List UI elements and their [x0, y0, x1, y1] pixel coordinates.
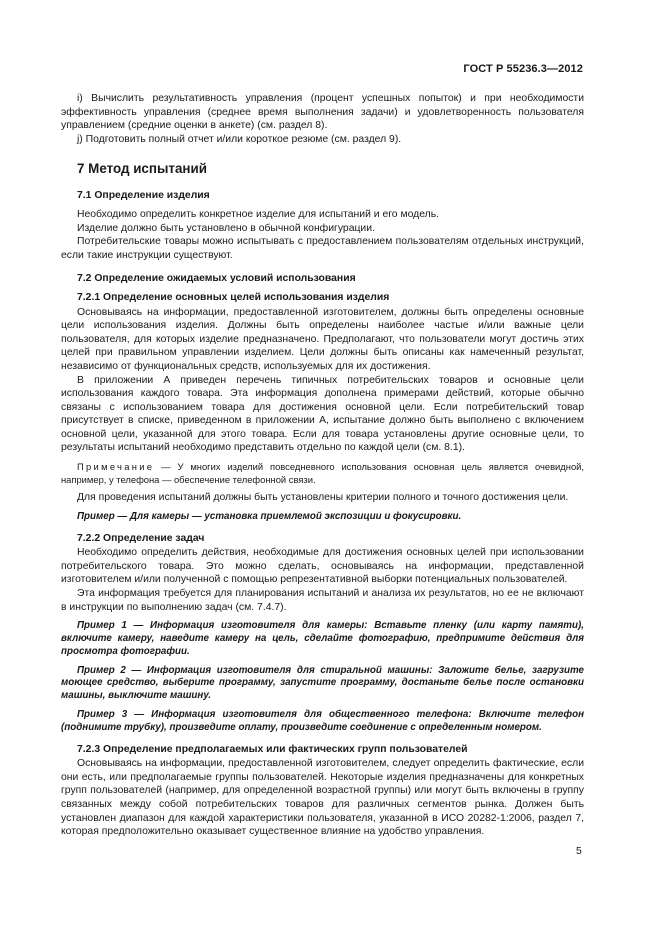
page-content: [61, 92, 584, 839]
clause-heading: 7.2.1 Определение основных целей использования изделия: [77, 291, 390, 303]
note-label: Примечание: [77, 461, 155, 473]
paragraph: Изделие должно быть установлено в обычной конфигурации.: [77, 222, 375, 234]
paragraph: Потребительские товары можно испытывать с предоставлением пользователям отдельных инструкций, если такие инструкции существуют.: [61, 236, 584, 261]
paragraph: Необходимо определить конкретное изделие для испытаний и его модель.: [77, 208, 440, 220]
subsection-heading: 7.2 Определение ожидаемых условий использования: [77, 273, 356, 285]
paragraph: Основываясь на информации, предоставленной изготовителем, должны быть определены основные цели использования изделия. Должны быть определены наиболее частые и/или важные цели пользователя, для которых изделие предназначено. Предполагают, что пользователи могут достичь этих целей при правильном управлении изделием. Цели должны быть описаны как намеченный результат, независимо от функциональных средств, используемых для их достижения.: [61, 306, 584, 372]
example: Пример 3 — Информация изготовителя для общественного телефона: Включите телефон (поднимите трубку), произведите оплату, произведите соединение с определенным номером.: [61, 708, 584, 733]
paragraph: Основываясь на информации, предоставленной изготовителем, следует определить фактические, если они есть, или предполагаемые группы пользователей. Некоторые изделия предназначены для конкретных групп пользователей (например, для определенной возрастной группы) или могут быть включены в группу связанных между собой потребительских товаров для различных сегментов рынка. Должен быть установлен диапазон для каждой характеристики пользователя, указанной в ИСО 20282-1:2006, раздел 7, которая предположительно оказывает существенное влияние на удобство управления.: [61, 758, 584, 838]
page-number: 5: [576, 846, 582, 857]
example: Пример 1 — Информация изготовителя для камеры: Вставьте пленку (или карту памяти), включите камеру, наведите камеру на цель, сделайте фотографию, предпримите действия для просмотра фотографии.: [61, 620, 584, 657]
paragraph: Для проведения испытаний должны быть установлены критерии полного и точного достижения цели.: [77, 492, 569, 504]
example: Пример — Для камеры — установка приемлемой экспозиции и фокусировки.: [77, 510, 462, 522]
list-item: j) Подготовить полный отчет и/или короткое резюме (см. раздел 9).: [77, 133, 402, 145]
example: Пример 2 — Информация изготовителя для стиральной машины: Заложите белье, загрузите моющее средство, выберите программу, запустите программу, достаньте белье после остановки машины, выключите машину.: [61, 664, 584, 702]
list-item: i) Вычислить результативность управления (процент успешных попыток) и при необходимости эффективность управления (среднее время выполнения задачи) и удовлетворенность пользователя управлением (средние оценки в анкете) (см. раздел 8).: [61, 93, 584, 132]
note-text: — У многих изделий повседневного использования основная цель является очевидной, например, у телефона — обеспечение телефонной связи.: [61, 461, 584, 485]
paragraph: Необходимо определить действия, необходимые для достижения основных целей при использовании потребительского товара. Это можно сделать, основываясь на информации, представленной изготовителем и/или полученной с помощью репрезентативной выборки потенциальных пользователей.: [61, 547, 584, 586]
note: [61, 461, 584, 486]
section-heading: 7 Метод испытаний: [77, 161, 207, 177]
paragraph: В приложении А приведен перечень типичных потребительских товаров и основные цели использования каждого товара. Эта информация дополнена примерами действий, которые обычно связаны с использованием товара для достижения основной цели. Если потребительский товар присутствует в списке, приведенном в приложении А, испытание должно быть выполнено с включением основной цели, указанной для этого товара. Если для товара установлены другие основные цели, то результаты испытаний необходимо представить отдельно по каждой цели (см. 8.1).: [61, 374, 584, 454]
paragraph: Эта информация требуется для планирования испытаний и анализа их результатов, но ее не включают в инструкции по выполнению задач (см. 7.4.7).: [61, 588, 584, 613]
subsection-heading: 7.1 Определение изделия: [77, 190, 210, 202]
document-number: ГОСТ Р 55236.3—2012: [463, 63, 583, 75]
clause-heading: 7.2.3 Определение предполагаемых или фактических групп пользователей: [77, 743, 468, 755]
clause-heading: 7.2.2 Определение задач: [77, 532, 205, 544]
